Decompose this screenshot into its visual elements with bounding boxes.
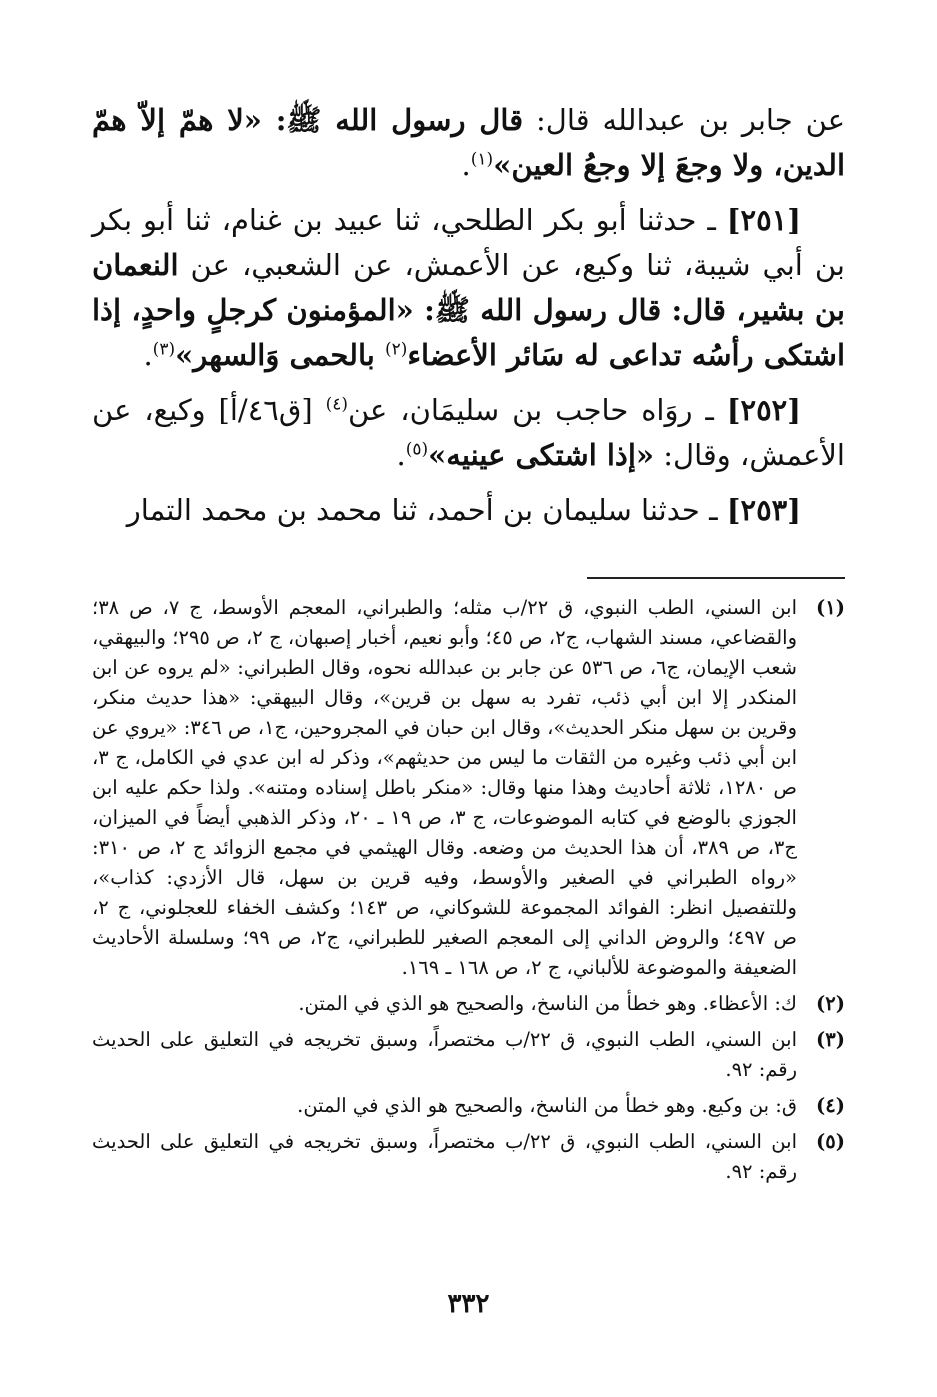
p3-isnad: ـ روَاه حاجب بن سليمَان، عن: [347, 393, 727, 427]
footnote-4: [92, 1091, 845, 1121]
paragraph-251: [92, 198, 845, 378]
footnote-number: (١): [816, 596, 845, 619]
footnote-1: [92, 593, 845, 983]
footnote-number: (٢): [816, 992, 845, 1015]
p4-isnad: ـ حدثنا سليمان بن أحمد، ثنا محمد بن محمد التمار: [126, 493, 727, 527]
footnote-ref: (٥): [405, 439, 429, 460]
paragraph-252: [92, 388, 845, 478]
footnote-5: [92, 1127, 845, 1187]
p3-isnad-cont: [ق٤٦/أ] وكيع، عن الأعمش، وقال:: [92, 393, 845, 472]
main-text: [92, 98, 845, 533]
footnote-3: [92, 1025, 845, 1085]
footnote-text: ك: الأعظاء. وهو خطأ من الناسخ، والصحيح هو الذي في المتن.: [298, 992, 797, 1015]
footnote-text: ابن السني، الطب النبوي، ق ٢٢/ب مختصراً، وسبق تخريجه في التعليق على الحديث رقم: ٩٢.: [92, 1028, 797, 1081]
p3-hadith-text: «إذا اشتكى عينيه»: [428, 438, 655, 472]
paragraph-1: [92, 98, 845, 188]
hadith-number: [٢٥١]: [726, 203, 801, 237]
paragraph-253: [92, 488, 845, 533]
footnote-2: [92, 989, 845, 1019]
footnote-ref: (١): [470, 149, 494, 170]
footnote-number: (٣): [816, 1028, 845, 1051]
p2-hadith-text-cont: بالحمى وَالسهر»: [175, 338, 385, 372]
footnote-text: ق: بن وكيع. وهو خطأ من الناسخ، والصحيح هو الذي في المتن.: [297, 1094, 797, 1117]
footnote-ref: (٣): [152, 339, 176, 360]
p1-hadith-text: قال رسول الله ﷺ: «لا همّ إلاّ همّ الدين، ولا وجعَ إلا وجعُ العين»: [92, 103, 845, 182]
footnote-ref: (٢): [384, 339, 408, 360]
footnote-number: (٥): [816, 1130, 845, 1153]
footnote-text: ابن السني، الطب النبوي، ق ٢٢/ب مختصراً، وسبق تخريجه في التعليق على الحديث رقم: ٩٢.: [92, 1130, 797, 1183]
footnote-number: (٤): [816, 1094, 845, 1117]
footnote-ref: (٤): [325, 394, 348, 415]
p3-end: .: [396, 438, 406, 472]
p2-hadith-text: النعمان بن بشير، قال: قال رسول الله ﷺ: «المؤمنون كرجلٍ واحدٍ، إذا اشتكى رأسُه تداعى له سَائر الأعضاء: [92, 248, 845, 372]
p2-end: .: [143, 338, 153, 372]
p2-isnad: ـ حدثنا أبو بكر الطلحي، ثنا عبيد بن غنام، ثنا أبو بكر بن أبي شيبة، ثنا وكيع، عن الأعمش، عن الشعبي، عن: [92, 203, 845, 282]
hadith-number: [٢٥٢]: [726, 393, 801, 427]
footnote-text: ابن السني، الطب النبوي، ق ٢٢/ب مثله؛ والطبراني، المعجم الأوسط، ج ٧، ص ٣٨؛ والقضاعي، مسند الشهاب، ج٢، ص ٤٥؛ وأبو نعيم، أخبار إصبهان، ج ٢، ص ٢٩٥؛ والبيهقي، شعب الإيمان، ج٦، ص ٥٣٦ عن جابر بن عبدالله نحوه، وقال الطبراني: «لم يروه عن ابن المنكدر إلا ابن أبي ذئب، تفرد به سهل بن قرين»، وقال البيهقي: «هذا حديث منكر، وقرين بن سهل منكر الحديث»، وقال ابن حبان في المجروحين، ج١، ص ٣٤٦: «يروي عن ابن أبي ذئب وغيره من الثقات ما ليس من حديثهم»، وذكر له ابن عدي في الكامل، ج ٣، ص ١٢٨٠، ثلاثة أحاديث وهذا منها وقال: «منكر باطل إسناده ومتنه». ولذا حكم عليه ابن الجوزي بالوضع في كتابه الموضوعات، ج ٣، ص ١٩ ـ ٢٠، وذكر الذهبي أيضاً في الميزان، ج٣، ص ٣٨٩، أن هذا الحديث من وضعه. وقال الهيثمي في مجمع الزوائد ج ٢، ص ٣١٠: «رواه الطبراني في الصغير والأوسط، وفيه قرين بن سهل، قال الأزدي: كذاب»، وللتفصيل انظر: الفوائد المجموعة للشوكاني، ص ١٤٣؛ وكشف الخفاء للعجلوني، ج ٢، ص ٤٩٧؛ والروض الداني إلى المعجم الصغير للطبراني، ج٢، ص ٩٩؛ وسلسلة الأحاديث الضعيفة والموضوعة للألباني، ج ٢، ص ١٦٨ ـ ١٦٩.: [92, 596, 798, 979]
page-number: ٣٣٢: [447, 1289, 490, 1319]
hadith-number: [٢٥٣]: [726, 493, 801, 527]
footnotes: [92, 593, 845, 1187]
p1-end: .: [461, 148, 471, 182]
footnote-divider: [587, 577, 845, 579]
p1-intro: عن جابر بن عبدالله قال:: [523, 103, 845, 137]
